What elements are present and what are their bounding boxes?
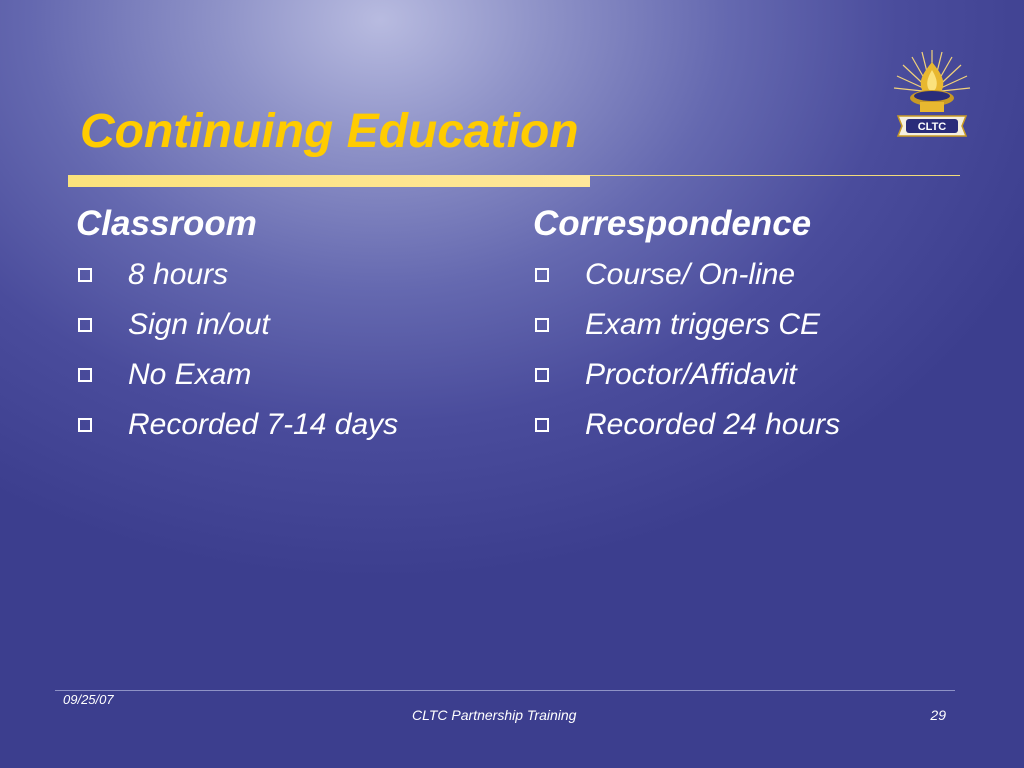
correspondence-column — [533, 204, 841, 458]
title-accent-bar — [68, 175, 590, 187]
hollow-square-icon — [78, 368, 92, 382]
hollow-square-icon — [535, 368, 549, 382]
cltc-logo-icon — [892, 48, 972, 144]
classroom-column — [76, 204, 399, 458]
list-item — [533, 408, 841, 458]
bullet-text: Exam triggers CE — [585, 308, 821, 341]
bullet-text: No Exam — [128, 358, 252, 391]
logo-text: CLTC — [917, 121, 947, 133]
column-heading-classroom: Classroom — [76, 204, 257, 243]
bullet-text: Recorded 7-14 days — [128, 408, 399, 441]
hollow-square-icon — [535, 318, 549, 332]
title-divider-line — [590, 175, 960, 176]
slide-number: 29 — [930, 707, 946, 723]
footer-divider — [55, 690, 955, 691]
footer-date: 09/25/07 — [63, 692, 114, 707]
bullet-text: Recorded 24 hours — [585, 408, 841, 441]
bullet-text: Sign in/out — [128, 308, 270, 341]
hollow-square-icon — [78, 418, 92, 432]
list-item — [76, 358, 257, 408]
hollow-square-icon — [78, 318, 92, 332]
correspondence-bullet-list — [533, 258, 841, 458]
hollow-square-icon — [535, 418, 549, 432]
bullet-text: 8 hours — [128, 258, 229, 291]
list-item — [76, 258, 257, 308]
list-item — [533, 358, 811, 408]
hollow-square-icon — [535, 268, 549, 282]
hollow-square-icon — [78, 268, 92, 282]
list-item — [533, 258, 811, 308]
column-heading-correspondence: Correspondence — [533, 204, 812, 243]
classroom-bullet-list — [76, 258, 399, 458]
list-item — [76, 408, 399, 458]
list-item — [76, 308, 270, 358]
list-item — [533, 308, 821, 358]
footer-center-text: CLTC Partnership Training — [412, 707, 577, 723]
bullet-text: Proctor/Affidavit — [585, 358, 797, 391]
bullet-text: Course/ On-line — [585, 258, 796, 291]
slide-title: Continuing Education — [80, 105, 579, 158]
